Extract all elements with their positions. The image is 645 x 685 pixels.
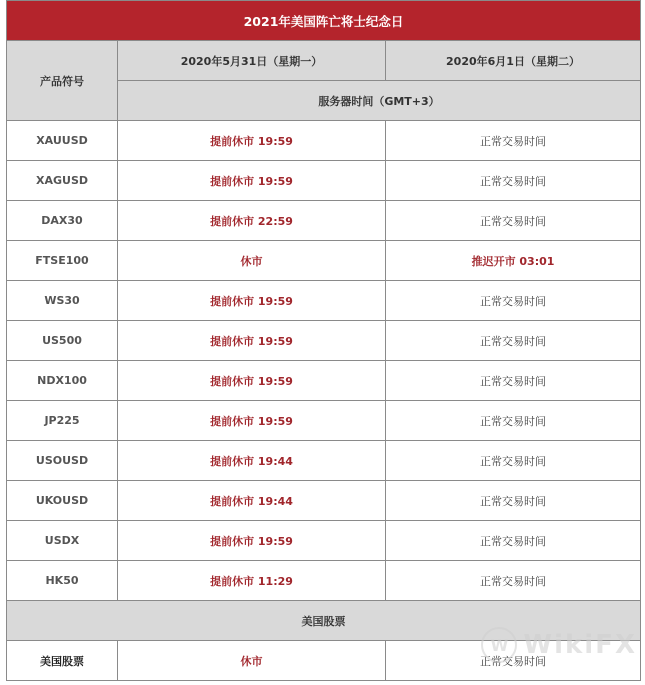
table-row (7, 281, 641, 321)
date2-status-cell: 正常交易时间 (386, 321, 641, 361)
product-symbol-cell: US500 (7, 321, 118, 361)
table-row (7, 361, 641, 401)
trading-hours-table (6, 0, 641, 681)
table-row (7, 521, 641, 561)
table-row (7, 161, 641, 201)
date1-status-cell: 提前休市 19:59 (118, 361, 386, 401)
table-row (7, 561, 641, 601)
wikifx-watermark (481, 627, 637, 663)
table-row (7, 481, 641, 521)
date1-status-cell: 提前休市 11:29 (118, 561, 386, 601)
date-header-row (7, 41, 641, 81)
date1-status-cell: 提前休市 19:59 (118, 121, 386, 161)
date2-status-cell: 正常交易时间 (386, 161, 641, 201)
date2-status-cell: 正常交易时间 (386, 481, 641, 521)
server-time-header: 服务器时间（GMT+3） (118, 81, 641, 121)
holiday-schedule (6, 0, 640, 681)
product-symbol-cell: USOUSD (7, 441, 118, 481)
date2-header: 2020年6月1日（星期二） (386, 41, 641, 81)
table-row (7, 441, 641, 481)
product-symbol-cell: WS30 (7, 281, 118, 321)
date2-status-cell: 正常交易时间 (386, 441, 641, 481)
product-symbol-cell: HK50 (7, 561, 118, 601)
date2-status-cell: 正常交易时间 (386, 361, 641, 401)
title-row (7, 1, 641, 41)
table-title: 2021年美国阵亡将士纪念日 (7, 1, 641, 41)
product-symbol-cell: XAGUSD (7, 161, 118, 201)
product-symbol-cell: FTSE100 (7, 241, 118, 281)
table-row (7, 121, 641, 161)
product-symbol-cell: DAX30 (7, 201, 118, 241)
product-symbol-header: 产品符号 (7, 41, 118, 121)
date1-status-cell: 休市 (118, 241, 386, 281)
wikifx-logo-icon: W (481, 627, 517, 663)
date2-status-cell: 正常交易时间 (386, 201, 641, 241)
product-symbol-cell: XAUUSD (7, 121, 118, 161)
date2-status-cell: 正常交易时间 (386, 561, 641, 601)
date2-status-cell: 正常交易时间 (386, 401, 641, 441)
product-symbol-cell: 美国股票 (7, 641, 118, 681)
date1-status-cell: 提前休市 19:59 (118, 401, 386, 441)
date1-status-cell: 休市 (118, 641, 386, 681)
date1-status-cell: 提前休市 19:59 (118, 281, 386, 321)
table-row (7, 241, 641, 281)
date1-status-cell: 提前休市 22:59 (118, 201, 386, 241)
date1-status-cell: 提前休市 19:44 (118, 481, 386, 521)
date2-status-cell: 正常交易时间 (386, 641, 641, 681)
watermark-text: WikiFX (523, 630, 637, 660)
table-row (7, 401, 641, 441)
product-symbol-cell: UKOUSD (7, 481, 118, 521)
date1-status-cell: 提前休市 19:59 (118, 161, 386, 201)
table-row (7, 201, 641, 241)
product-symbol-cell: JP225 (7, 401, 118, 441)
table-row (7, 321, 641, 361)
date2-status-cell: 推迟开市 03:01 (386, 241, 641, 281)
product-symbol-cell: NDX100 (7, 361, 118, 401)
date2-status-cell: 正常交易时间 (386, 121, 641, 161)
date2-status-cell: 正常交易时间 (386, 281, 641, 321)
date1-header: 2020年5月31日（星期一） (118, 41, 386, 81)
product-symbol-cell: USDX (7, 521, 118, 561)
date1-status-cell: 提前休市 19:44 (118, 441, 386, 481)
date1-status-cell: 提前休市 19:59 (118, 521, 386, 561)
section-header: 美国股票 (7, 601, 641, 641)
date2-status-cell: 正常交易时间 (386, 521, 641, 561)
date1-status-cell: 提前休市 19:59 (118, 321, 386, 361)
